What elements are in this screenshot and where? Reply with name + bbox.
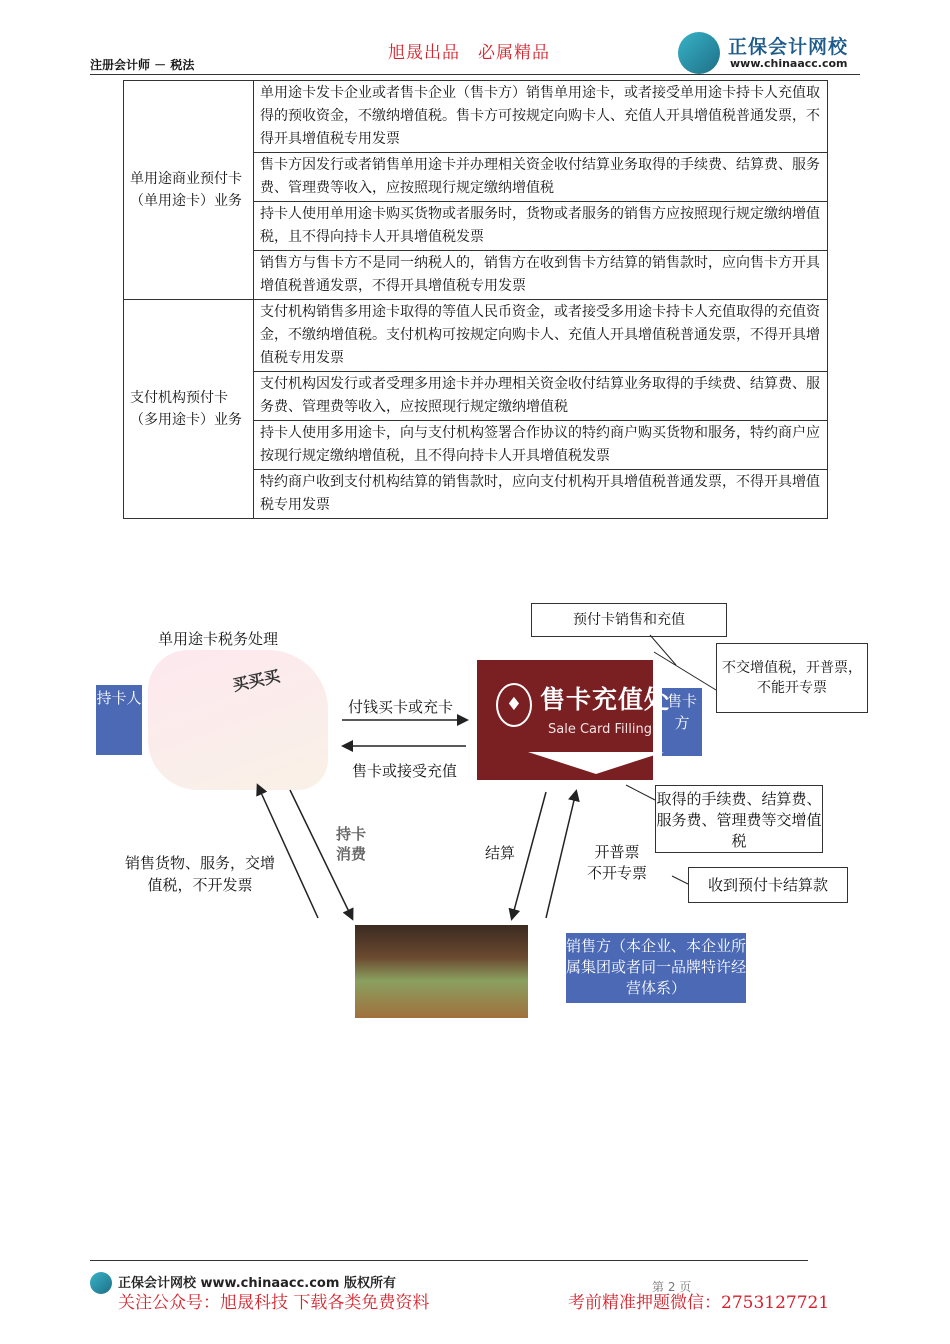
card-holder-tag: 持卡人 bbox=[96, 685, 142, 755]
presale-box: 预付卡销售和充值 bbox=[531, 603, 727, 637]
no-vat-box: 不交增值税，开普票，不能开专票 bbox=[716, 643, 868, 713]
rule-cell: 持卡人使用多用途卡，向与支付机构签署合作协议的特约商户购买货物和服务，特约商户应按现行规定缴纳增值税，且不得向持卡人开具增值税发票 bbox=[254, 421, 828, 470]
invoice-arrow bbox=[546, 792, 576, 918]
cartoon-caption: 买买买 bbox=[230, 666, 282, 695]
card-seller-tag: 售卡方 bbox=[662, 688, 702, 756]
footer-logo-icon bbox=[90, 1272, 112, 1294]
sell-goods-label: 销售货物、服务，交增值税，不开发票 bbox=[124, 854, 275, 894]
callout-line bbox=[626, 785, 655, 800]
category-cell: 单用途商业预付卡（单用途卡）业务 bbox=[124, 81, 254, 300]
consume-arrow bbox=[290, 790, 352, 918]
rule-cell: 销售方与售卡方不是同一纳税人的，销售方在收到售卡方结算的销售款时，应向售卡方开具增值税普通发票，不得开具增值税专用发票 bbox=[254, 251, 828, 300]
fees-box: 取得的手续费、结算费、服务费、管理费等交增值税 bbox=[655, 785, 823, 853]
header-slogan: 旭晟出品 必属精品 bbox=[388, 43, 550, 63]
diagram-title: 单用途卡税务处理 bbox=[158, 630, 279, 648]
rule-cell: 支付机构销售多用途卡取得的等值人民币资金，或者接受多用途卡持卡人充值取得的充值资金，不缴纳增值税。支付机构可按规定向购卡人、充值人开具增值税普通发票，不得开具增值税专用发票 bbox=[254, 300, 828, 372]
callout-line bbox=[654, 652, 716, 690]
header-subject: 注册会计师 － 税法 bbox=[90, 58, 195, 72]
sell-goods-arrow bbox=[258, 786, 318, 918]
sell-label: 售卡或接受充值 bbox=[352, 762, 458, 780]
rule-cell: 售卡方因发行或者销售单用途卡并办理相关资金收付结算业务取得的手续费、结算费、服务费、管理费等收入，应按照现行规定缴纳增值税 bbox=[254, 153, 828, 202]
logo-name: 正保会计网校 bbox=[728, 36, 849, 58]
rule-cell: 特约商户收到支付机构结算的销售款时，应向支付机构开具增值税普通发票，不得开具增值税专用发票 bbox=[254, 470, 828, 519]
card-counter-title: 售卡充值处 bbox=[540, 685, 671, 714]
settle-label: 结算 bbox=[485, 844, 516, 862]
consume-label: 持卡消费 bbox=[336, 825, 367, 863]
logo-url: www.chinaacc.com bbox=[730, 57, 848, 70]
page-number: 第 2 页 bbox=[652, 1280, 692, 1294]
invoice-label: 开普票 不开专票 bbox=[586, 843, 647, 882]
footer-ad-right: 考前精准押题微信：2753127721 bbox=[568, 1293, 830, 1313]
footer-divider bbox=[90, 1260, 808, 1261]
category-cell: 支付机构预付卡（多用途卡）业务 bbox=[124, 300, 254, 519]
settle-arrow bbox=[512, 792, 546, 918]
card-counter-subtitle: Sale Card Filling bbox=[548, 722, 652, 737]
footer-copyright: 正保会计网校 www.chinaacc.com 版权所有 bbox=[118, 1276, 396, 1291]
rule-cell: 持卡人使用单用途卡购买货物或者服务时，货物或者服务的销售方应按照现行规定缴纳增值税，且不得向持卡人开具增值税发票 bbox=[254, 202, 828, 251]
pay-label: 付钱买卡或充卡 bbox=[348, 698, 454, 716]
callout-line bbox=[650, 635, 676, 665]
callout-line bbox=[672, 876, 688, 884]
rule-cell: 支付机构因发行或者受理多用途卡并办理相关资金收付结算业务取得的手续费、结算费、服务费、管理费等收入，应按照现行规定缴纳增值税 bbox=[254, 372, 828, 421]
rule-cell: 单用途卡发卡企业或者售卡企业（售卡方）销售单用途卡，或者接受单用途卡持卡人充值取得的预收资金，不缴纳增值税。售卡方可按规定向购卡人、充值人开具增值税普通发票，不得开具增值税专用发票 bbox=[254, 81, 828, 153]
settlement-received-box: 收到预付卡结算款 bbox=[688, 867, 848, 903]
footer-ad-left: 关注公众号：旭晟科技 下载各类免费资料 bbox=[118, 1293, 430, 1313]
seller-box: 销售方（本企业、本企业所属集团或者同一品牌特许经营体系） bbox=[566, 933, 746, 1003]
card-icon: ♦ bbox=[496, 683, 532, 727]
